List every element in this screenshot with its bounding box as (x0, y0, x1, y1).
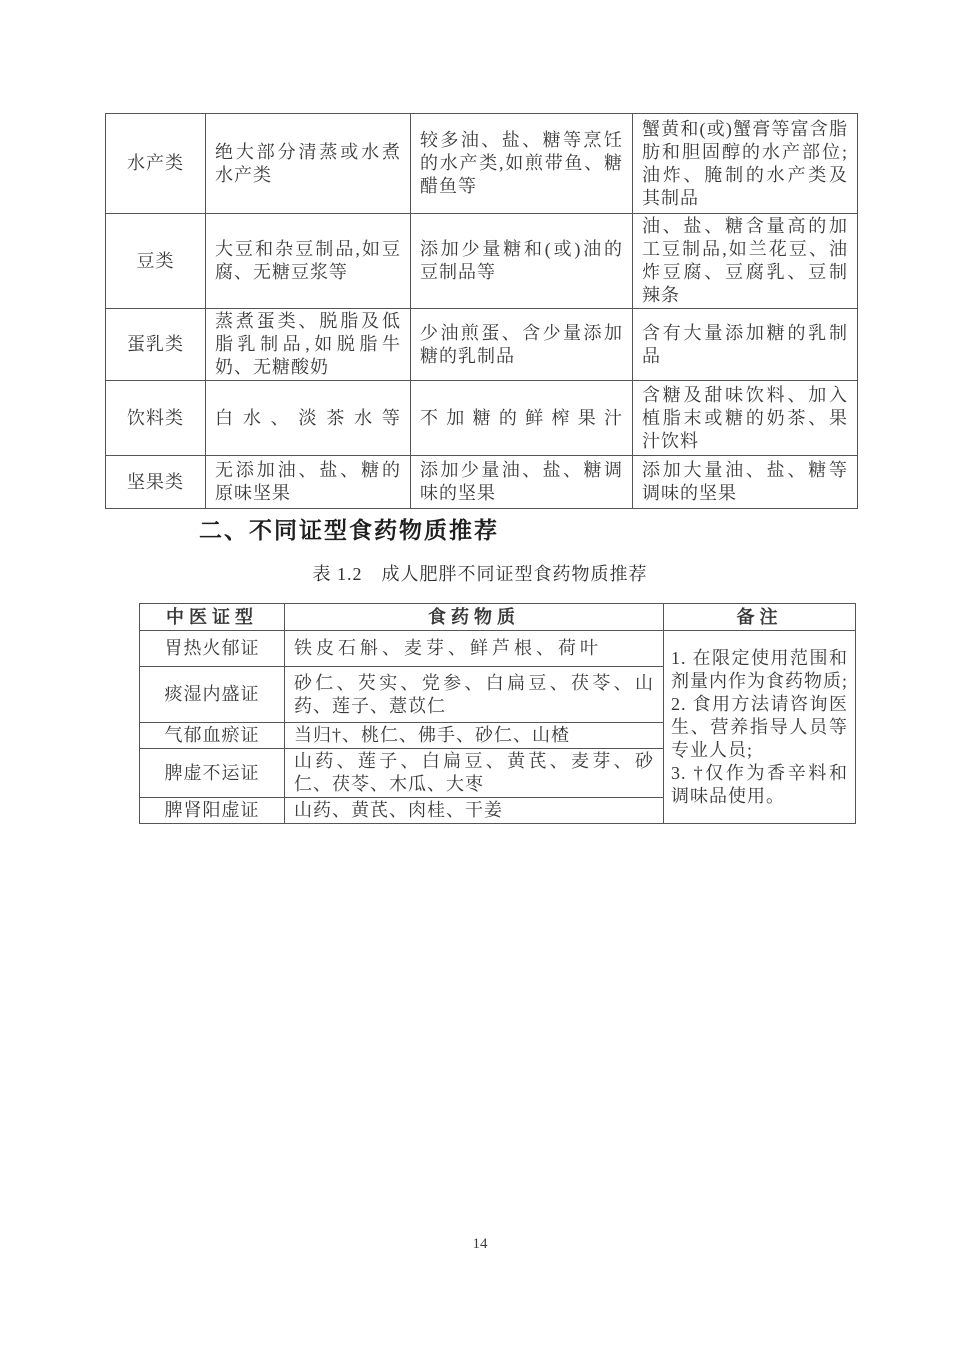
food-category-cell: 豆类 (106, 214, 206, 309)
column-header-syndrome: 中医证型 (140, 604, 285, 631)
recommended-foods-cell: 绝大部分清蒸或水煮水产类 (206, 114, 411, 214)
recommended-foods-cell: 无添加油、盐、糖的原味坚果 (206, 456, 411, 509)
table-caption: 表 1.2 成人肥胖不同证型食药物质推荐 (312, 564, 648, 584)
food-category-cell: 水产类 (106, 114, 206, 214)
syndrome-table (139, 603, 856, 824)
note-item: 3. †仅作为香辛料和调味品使用。 (671, 762, 848, 806)
limited-foods-cell: 油、盐、糖含量高的加工豆制品,如兰花豆、油炸豆腐、豆腐乳、豆制辣条 (633, 214, 858, 309)
moderate-foods-cell: 添加少量油、盐、糖调味的坚果 (411, 456, 633, 509)
syndrome-cell: 脾肾阳虚证 (140, 798, 285, 824)
table-row (106, 381, 858, 456)
table-row (106, 214, 858, 309)
table-row (106, 456, 858, 509)
syndrome-cell: 脾虚不运证 (140, 749, 285, 798)
substances-cell: 砂仁、芡实、党参、白扁豆、茯苓、山药、莲子、薏苡仁 (285, 667, 664, 723)
table-header-row (140, 604, 856, 631)
note-item: 1. 在限定使用范围和剂量内作为食药物质; (671, 647, 849, 691)
substances-cell: 山药、莲子、白扁豆、黄芪、麦芽、砂仁、茯苓、木瓜、大枣 (285, 749, 664, 798)
food-guidance-table (105, 113, 858, 509)
food-category-cell: 坚果类 (106, 456, 206, 509)
notes-cell (664, 631, 856, 824)
food-category-cell: 蛋乳类 (106, 309, 206, 381)
substances-cell: 铁皮石斛、麦芽、鲜芦根、荷叶 (285, 631, 664, 667)
page-number: 14 (472, 1236, 488, 1252)
substances-cell: 山药、黄芪、肉桂、干姜 (285, 798, 664, 824)
table-row (140, 631, 856, 667)
limited-foods-cell: 含有大量添加糖的乳制品 (633, 309, 858, 381)
recommended-foods-cell: 蒸煮蛋类、脱脂及低脂乳制品,如脱脂牛奶、无糖酸奶 (206, 309, 411, 381)
recommended-foods-cell: 白水、淡茶水等 (206, 381, 411, 456)
syndrome-cell: 痰湿内盛证 (140, 667, 285, 723)
limited-foods-cell: 蟹黄和(或)蟹膏等富含脂肪和胆固醇的水产部位;油炸、腌制的水产类及其制品 (633, 114, 858, 214)
syndrome-cell: 胃热火郁证 (140, 631, 285, 667)
recommended-foods-cell: 大豆和杂豆制品,如豆腐、无糖豆浆等 (206, 214, 411, 309)
moderate-foods-cell: 少油煎蛋、含少量添加糖的乳制品 (411, 309, 633, 381)
moderate-foods-cell: 不加糖的鲜榨果汁 (411, 381, 633, 456)
note-item: 2. 食用方法请咨询医生、营养指导人员等专业人员; (671, 693, 848, 760)
table-row (106, 309, 858, 381)
limited-foods-cell: 添加大量油、盐、糖等调味的坚果 (633, 456, 858, 509)
limited-foods-cell: 含糖及甜味饮料、加入植脂末或糖的奶茶、果汁饮料 (633, 381, 858, 456)
column-header-notes: 备注 (664, 604, 856, 631)
food-category-cell: 饮料类 (106, 381, 206, 456)
section-heading: 二、不同证型食药物质推荐 (199, 517, 499, 543)
table-row (106, 114, 858, 214)
substances-cell: 当归†、桃仁、佛手、砂仁、山楂 (285, 723, 664, 749)
column-header-substances: 食药物质 (285, 604, 664, 631)
moderate-foods-cell: 添加少量糖和(或)油的豆制品等 (411, 214, 633, 309)
moderate-foods-cell: 较多油、盐、糖等烹饪的水产类,如煎带鱼、糖醋鱼等 (411, 114, 633, 214)
syndrome-cell: 气郁血瘀证 (140, 723, 285, 749)
